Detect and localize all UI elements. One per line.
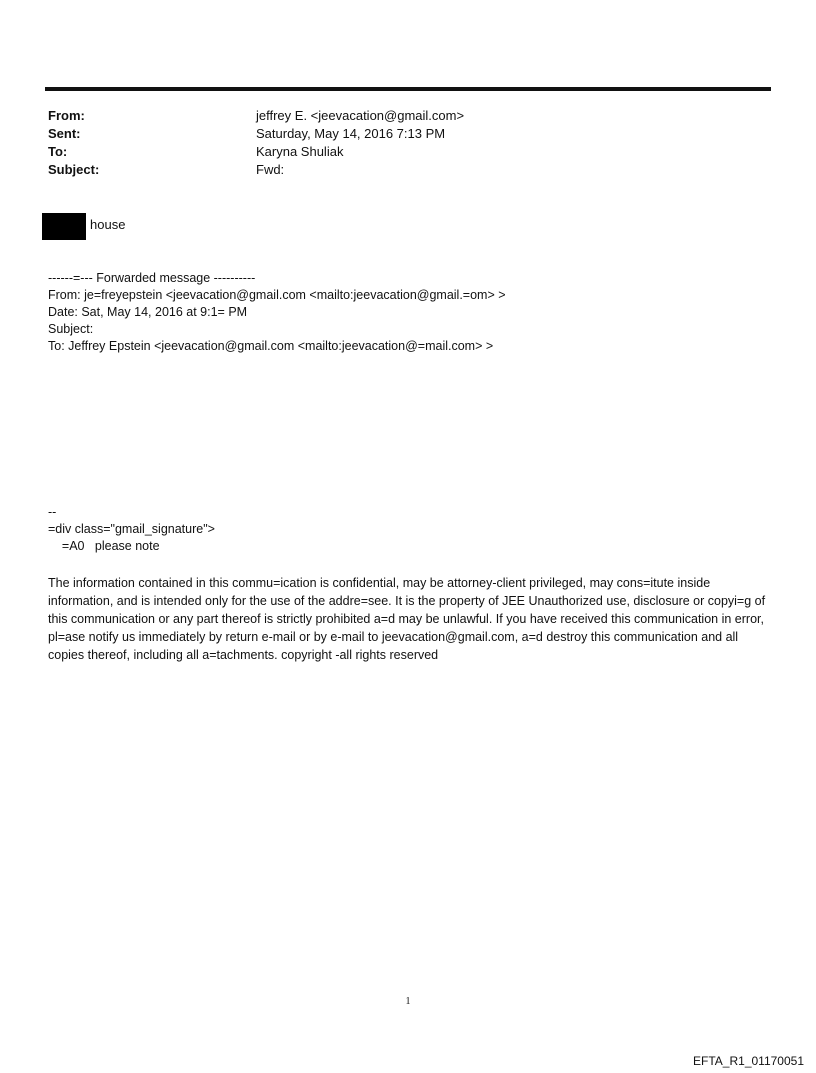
body-intro: house xyxy=(90,217,126,232)
confidentiality-disclaimer: The information contained in this commu=ication is confidential, may be attorney-client privileged, may cons=itute inside information, and is intended only for the use of the addre=see. It is the property of JEE Unauthorized use, disclosure or copyi=g of this communication or any part thereof is strictly prohibited a=d may be unlawful. If you have received this communication in error, pl=ase notify us immediately by return e-mail or by e-mail to jeevacation@gmail.com, a=d destroy this communication and all copies thereof, including all a=tachments. copyright -all rights reserved xyxy=(48,576,766,662)
subject-label: Subject: xyxy=(48,162,100,177)
forwarded-date: Date: Sat, May 14, 2016 at 9:1= PM xyxy=(48,305,248,319)
redaction-block xyxy=(42,213,86,240)
subject-value: Fwd: xyxy=(256,162,285,177)
forwarded-subject: Subject: xyxy=(48,322,94,336)
signature-note: =A0 please note xyxy=(48,539,160,553)
to-label: To: xyxy=(48,144,68,159)
forwarded-from: From: je=freyepstein <jeevacation@gmail.com <mailto:jeevacation@gmail.=om> > xyxy=(48,288,506,302)
signature-div-code: =div class="gmail_signature"> xyxy=(48,522,215,536)
signature-dashes: -- xyxy=(48,505,57,519)
document-id-stamp: EFTA_R1_01170051 xyxy=(693,1054,804,1068)
from-label: From: xyxy=(48,108,85,123)
from-value: jeffrey E. <jeevacation@gmail.com> xyxy=(256,108,465,123)
forwarded-to: To: Jeffrey Epstein <jeevacation@gmail.com <mailto:jeevacation@=mail.com> > xyxy=(48,339,494,353)
forwarded-separator: ------=--- Forwarded message ---------- xyxy=(48,271,256,285)
sent-value: Saturday, May 14, 2016 7:13 PM xyxy=(256,126,446,141)
page-number: 1 xyxy=(405,996,411,1007)
sent-label: Sent: xyxy=(48,126,81,141)
header-rule xyxy=(45,87,771,91)
to-value: Karyna Shuliak xyxy=(256,144,344,159)
